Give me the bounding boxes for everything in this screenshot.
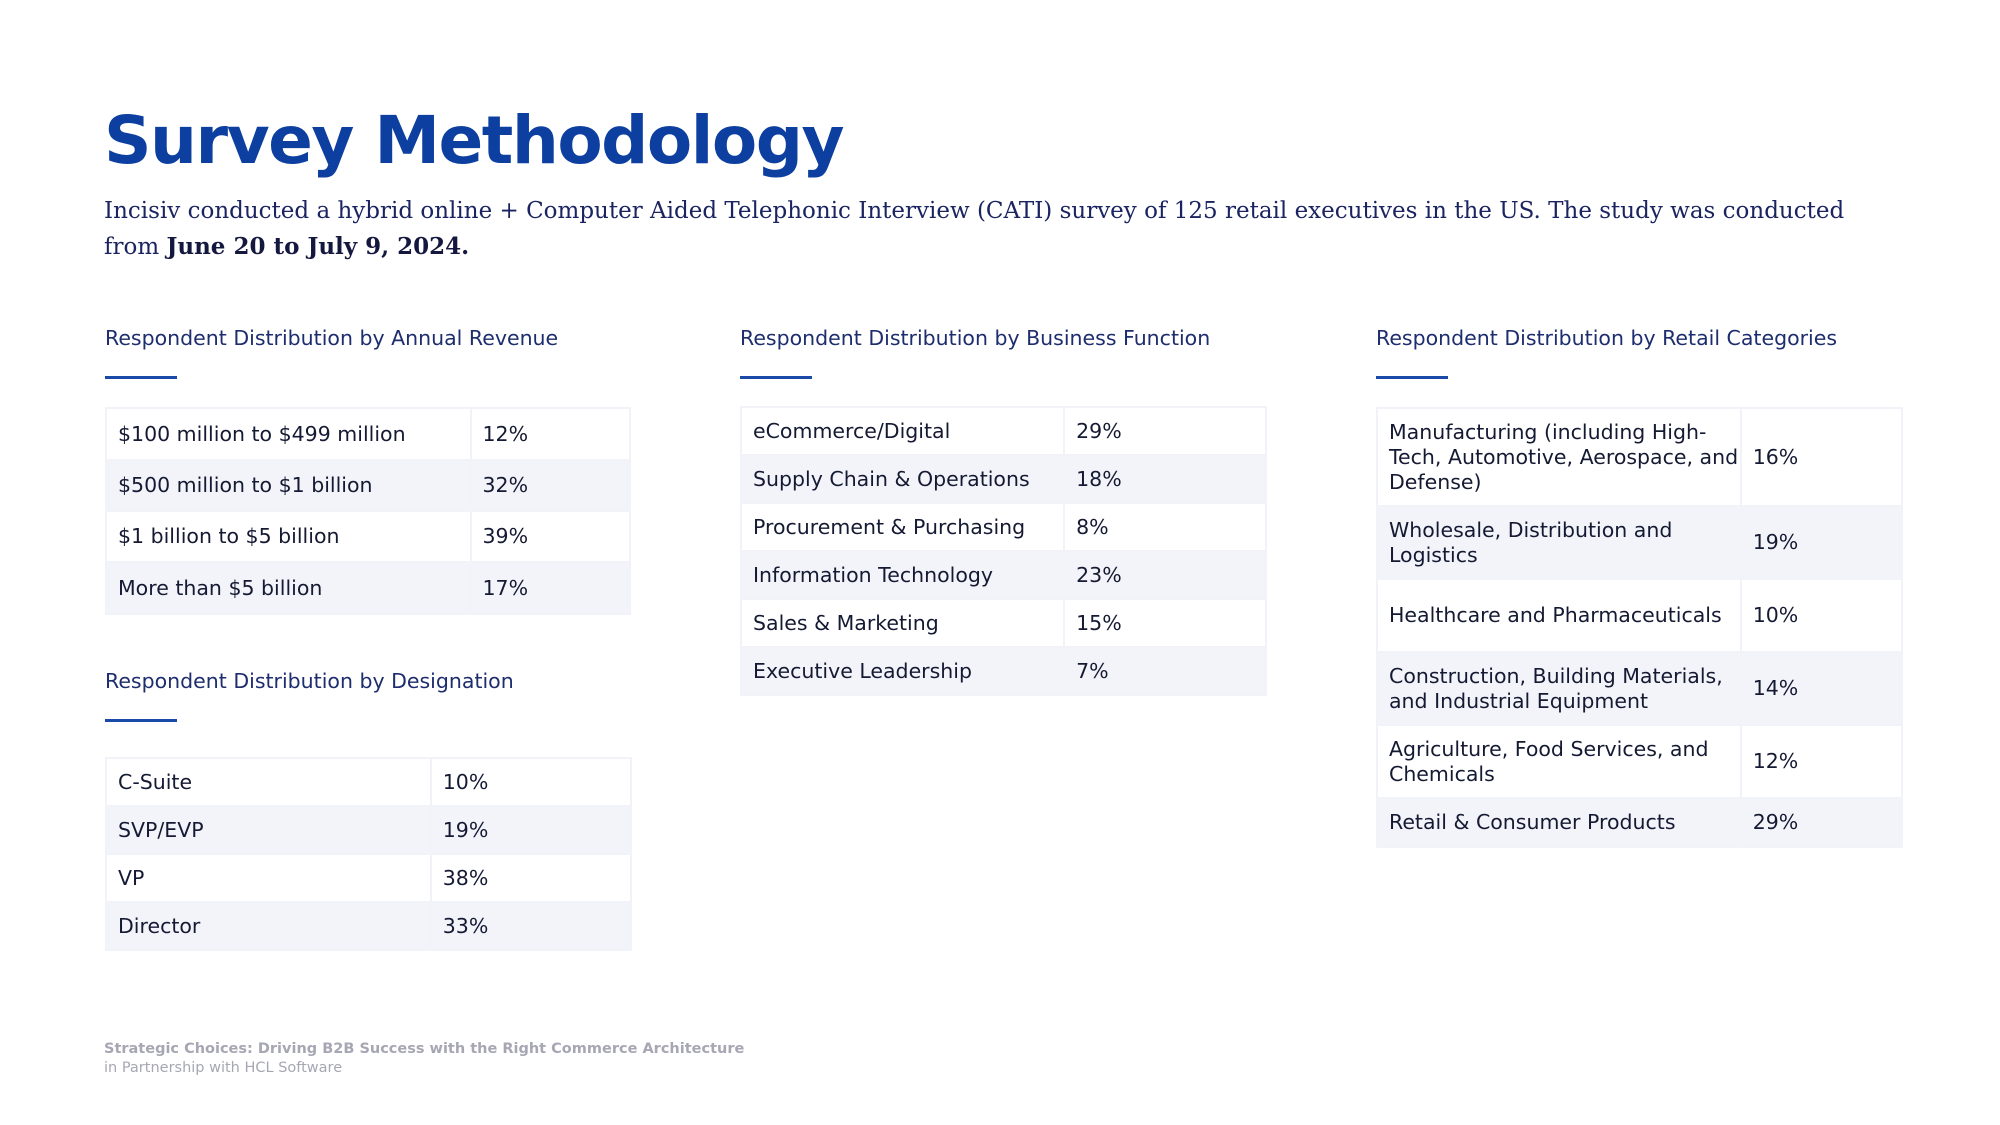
table-row xyxy=(1377,506,1902,579)
row-value: 33% xyxy=(431,902,631,950)
row-label: eCommerce/Digital xyxy=(741,407,1064,455)
table-row xyxy=(741,551,1266,599)
row-label: Retail & Consumer Products xyxy=(1377,798,1741,847)
row-label: Wholesale, Distribution and Logistics xyxy=(1377,506,1741,579)
table-row xyxy=(106,806,631,854)
categories-heading: Respondent Distribution by Retail Categories xyxy=(1376,326,1838,350)
page-title: Survey Methodology xyxy=(104,102,843,179)
revenue-heading: Respondent Distribution by Annual Revenue xyxy=(105,326,559,350)
row-value: 15% xyxy=(1064,599,1266,647)
table-row xyxy=(741,407,1266,455)
revenue-heading-underline xyxy=(105,376,177,379)
row-label: Director xyxy=(106,902,431,950)
row-value: 17% xyxy=(471,562,630,614)
footer xyxy=(104,1040,744,1077)
row-label: More than $5 billion xyxy=(106,562,471,614)
row-label: Supply Chain & Operations xyxy=(741,455,1064,503)
designation-table xyxy=(105,757,632,951)
row-label: Manufacturing (including High-Tech, Automotive, Aerospace, and Defense) xyxy=(1377,408,1741,506)
function-heading-underline xyxy=(740,376,812,379)
row-value: 14% xyxy=(1741,652,1902,725)
footer-subtitle: in Partnership with HCL Software xyxy=(104,1060,343,1076)
row-label: Executive Leadership xyxy=(741,647,1064,695)
table-row xyxy=(741,599,1266,647)
row-value: 8% xyxy=(1064,503,1266,551)
row-label: VP xyxy=(106,854,431,902)
row-value: 19% xyxy=(1741,506,1902,579)
table-row xyxy=(106,562,630,614)
row-label: Healthcare and Pharmaceuticals xyxy=(1377,579,1741,652)
table-row xyxy=(1377,725,1902,798)
row-label: $1 billion to $5 billion xyxy=(106,511,471,562)
row-value: 32% xyxy=(471,460,630,511)
row-value: 18% xyxy=(1064,455,1266,503)
table-row xyxy=(741,503,1266,551)
row-label: $100 million to $499 million xyxy=(106,408,471,460)
table-row xyxy=(106,854,631,902)
table-row xyxy=(1377,408,1902,506)
table-row xyxy=(106,902,631,950)
row-label: Construction, Building Materials, and Industrial Equipment xyxy=(1377,652,1741,725)
function-section xyxy=(740,323,1267,696)
row-label: Sales & Marketing xyxy=(741,599,1064,647)
function-table xyxy=(740,406,1267,696)
row-value: 10% xyxy=(1741,579,1902,652)
revenue-section xyxy=(105,323,631,615)
row-value: 12% xyxy=(1741,725,1902,798)
categories-heading-underline xyxy=(1376,376,1448,379)
table-row xyxy=(741,647,1266,695)
designation-section xyxy=(105,666,632,951)
row-value: 39% xyxy=(471,511,630,562)
row-value: 29% xyxy=(1064,407,1266,455)
revenue-table xyxy=(105,407,631,615)
intro-dates: June 20 to July 9, 2024. xyxy=(166,233,470,260)
row-value: 10% xyxy=(431,758,631,806)
function-heading: Respondent Distribution by Business Function xyxy=(740,326,1211,350)
row-label: SVP/EVP xyxy=(106,806,431,854)
table-row xyxy=(1377,798,1902,847)
row-label: $500 million to $1 billion xyxy=(106,460,471,511)
designation-heading-underline xyxy=(105,719,177,722)
row-value: 29% xyxy=(1741,798,1902,847)
table-row xyxy=(1377,652,1902,725)
table-row xyxy=(106,408,630,460)
footer-title: Strategic Choices: Driving B2B Success with the Right Commerce Architecture xyxy=(104,1041,745,1057)
table-row xyxy=(106,511,630,562)
table-row xyxy=(741,455,1266,503)
row-label: Procurement & Purchasing xyxy=(741,503,1064,551)
intro-text: Incisiv conducted a hybrid online + Computer Aided Telephonic Interview (CATI) survey of 125 retail executives in the US. The study was conducted from xyxy=(104,198,1845,260)
table-row xyxy=(1377,579,1902,652)
row-label: C-Suite xyxy=(106,758,431,806)
table-row xyxy=(106,460,630,511)
row-value: 38% xyxy=(431,854,631,902)
table-row xyxy=(106,758,631,806)
row-value: 16% xyxy=(1741,408,1902,506)
row-label: Agriculture, Food Services, and Chemicals xyxy=(1377,725,1741,798)
intro-paragraph xyxy=(104,194,1884,265)
row-value: 23% xyxy=(1064,551,1266,599)
row-value: 7% xyxy=(1064,647,1266,695)
categories-section xyxy=(1376,323,1903,848)
designation-heading: Respondent Distribution by Designation xyxy=(105,669,514,693)
row-value: 19% xyxy=(431,806,631,854)
row-label: Information Technology xyxy=(741,551,1064,599)
categories-table xyxy=(1376,407,1903,848)
row-value: 12% xyxy=(471,408,630,460)
